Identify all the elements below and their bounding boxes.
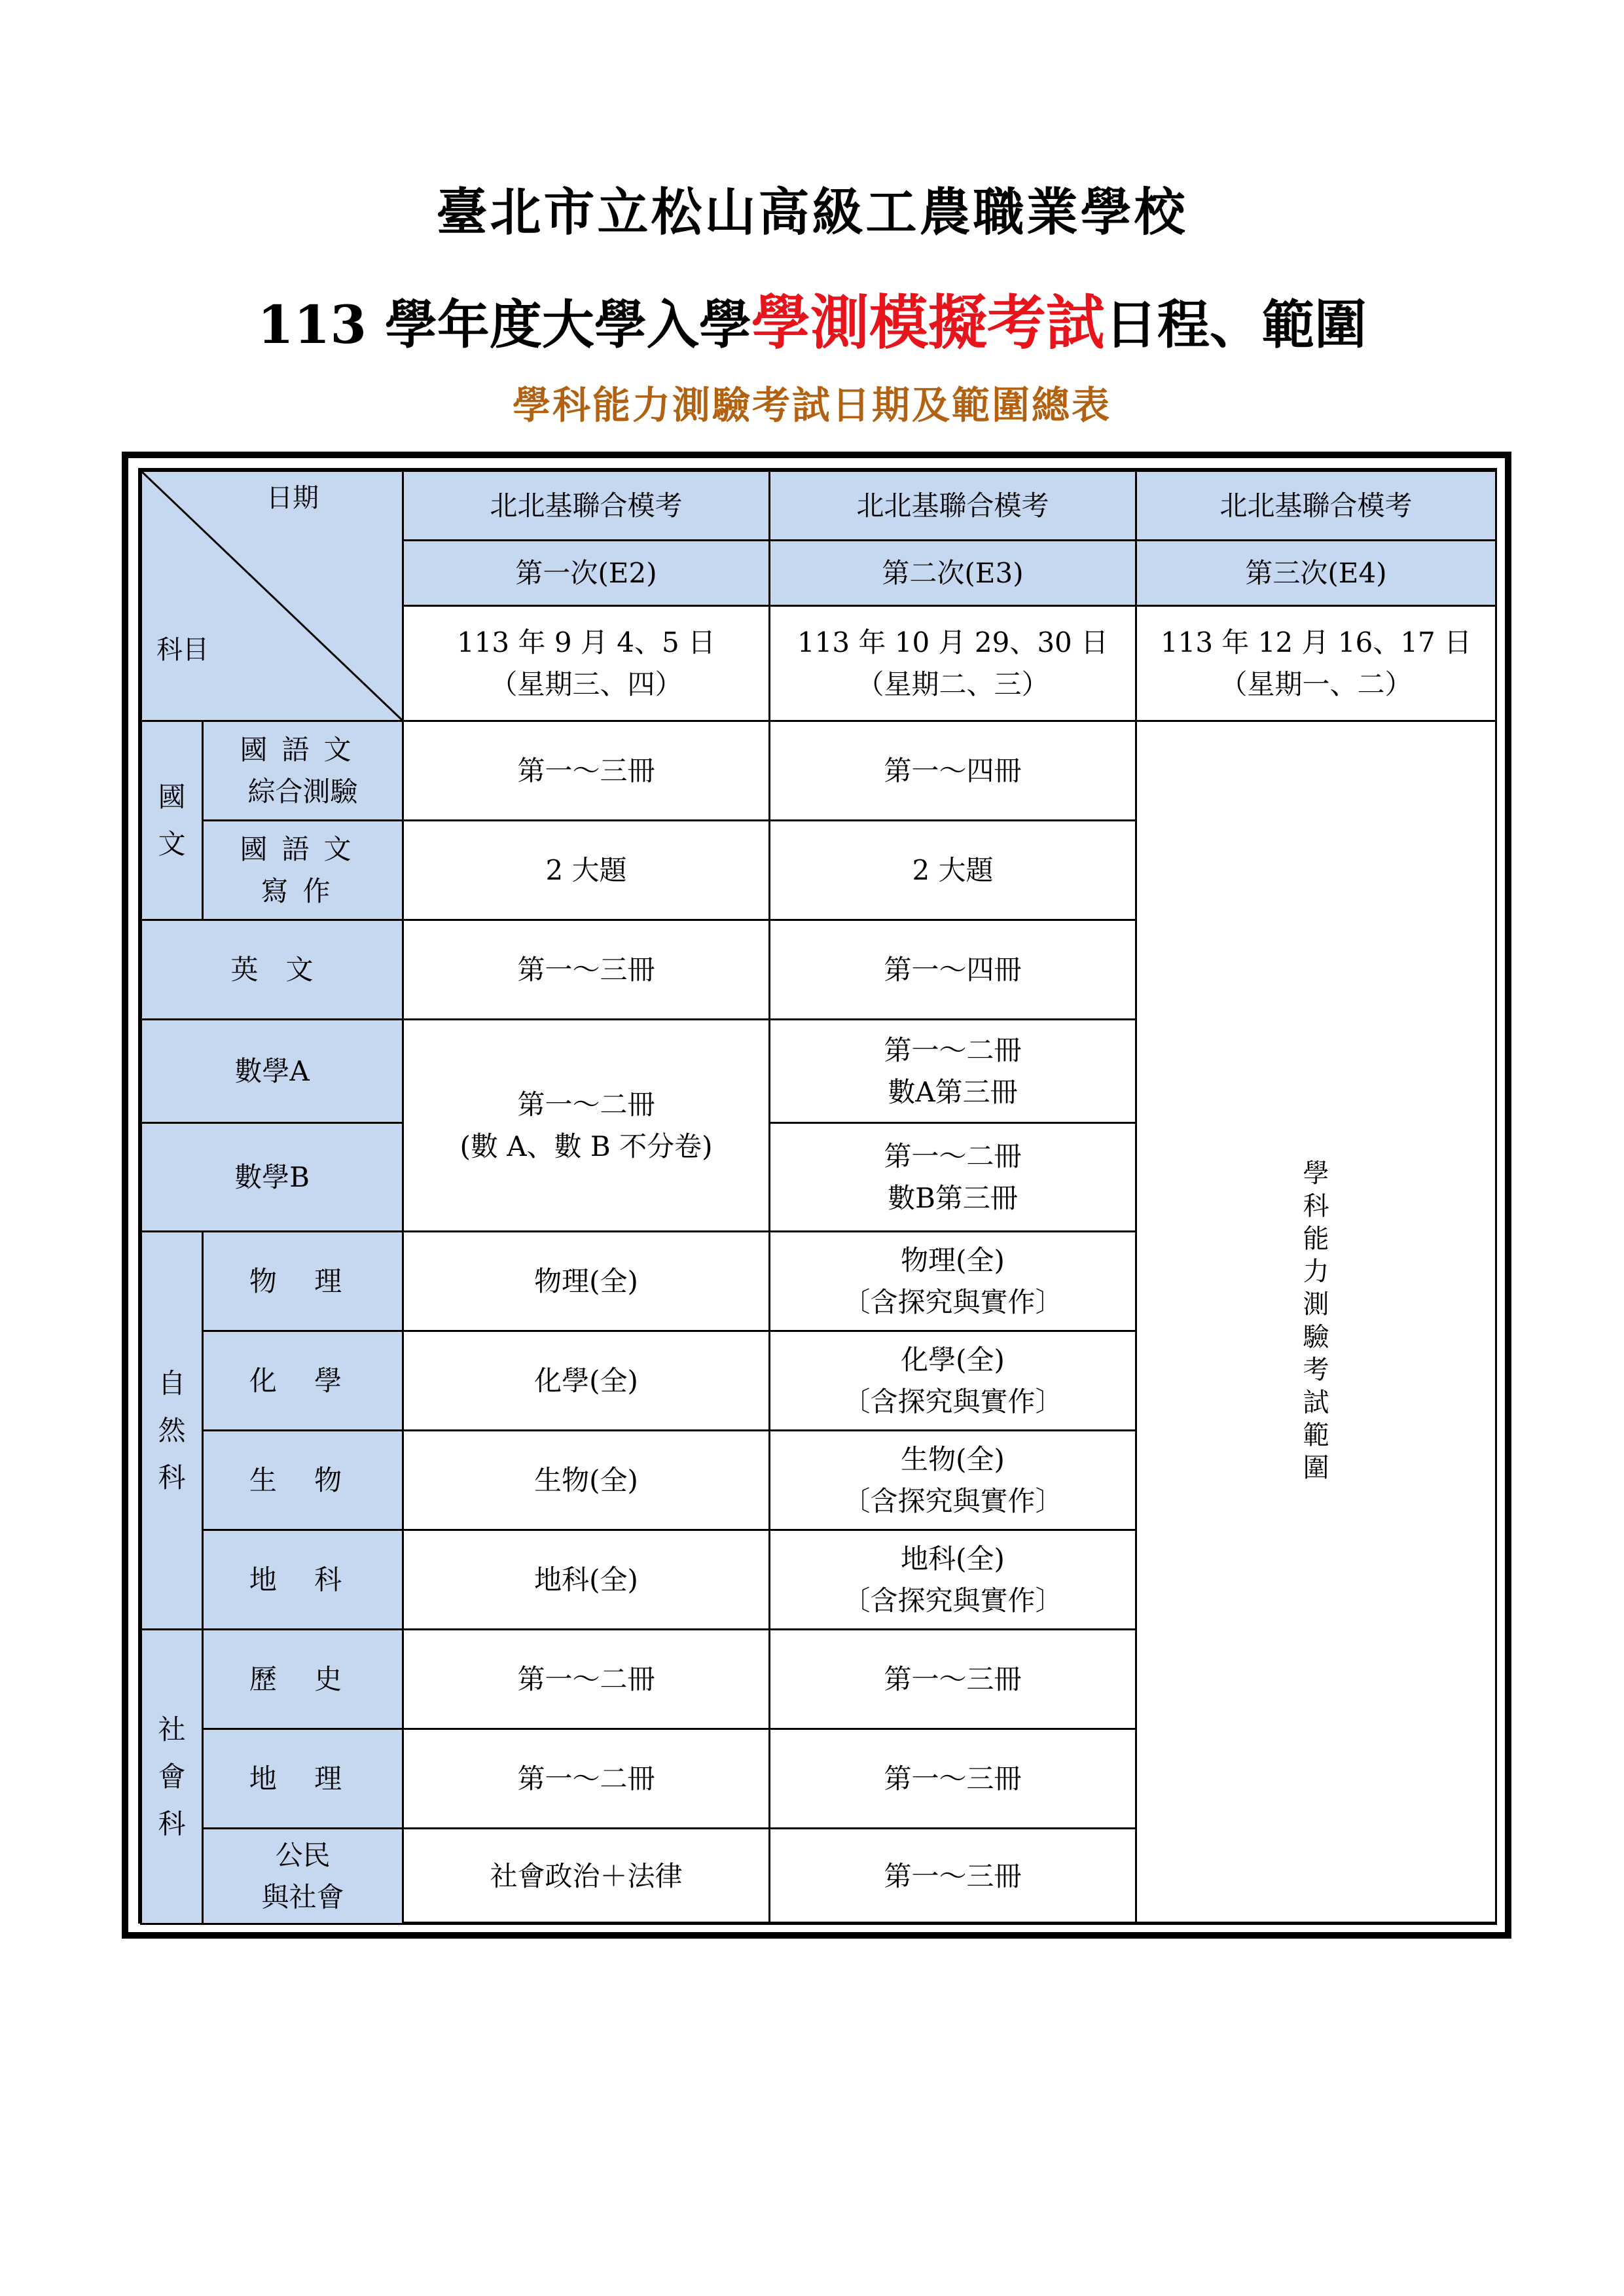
group-chinese-label: 國文 (158, 780, 186, 860)
subject-civics-l1: 公民 (275, 1839, 331, 1871)
subject-chemistry: 化 學 (203, 1331, 403, 1431)
e4-scope-text: 學科能力測驗考試範圍 (1303, 1158, 1329, 1483)
subject-biology: 生 物 (203, 1431, 403, 1530)
math-b-e3-l1: 第一～二冊 (884, 1139, 1022, 1172)
exam-3-round: 第三次(E4) (1136, 541, 1496, 606)
chinese-test-e3: 第一～四冊 (770, 721, 1136, 821)
subject-chinese-test-l2: 綜合測驗 (247, 775, 358, 808)
biology-e3-l2: 〔含探究與實作〕 (842, 1484, 1063, 1517)
english-e2: 第一～三冊 (403, 920, 770, 1020)
physics-e2: 物理(全) (403, 1232, 770, 1331)
biology-e2: 生物(全) (403, 1431, 770, 1530)
subject-math-b: 數學B (141, 1123, 403, 1232)
math-e2-shared (403, 1020, 770, 1232)
math-e2-line1: 第一～二冊 (517, 1088, 655, 1121)
biology-e3-l1: 生物(全) (901, 1443, 1005, 1475)
chemistry-e2: 化學(全) (403, 1331, 770, 1431)
exam-2-name: 北北基聯合模考 (770, 471, 1136, 541)
group-science-label: 自然科 (158, 1367, 186, 1494)
title-suffix: 日程、範圍 (1104, 294, 1367, 355)
subject-earth-science: 地 科 (203, 1530, 403, 1630)
chinese-writing-e2: 2 大題 (403, 821, 770, 920)
subject-civics-l2: 與社會 (261, 1880, 344, 1913)
title-prefix: 113 學年度大學入學 (257, 294, 751, 355)
exam-3-weekday: （星期一、二） (1219, 668, 1413, 700)
group-science (141, 1232, 203, 1630)
geography-e3: 第一～三冊 (770, 1729, 1136, 1829)
math-e2-line2: (數 A、數 B 不分卷) (460, 1130, 713, 1162)
group-social (141, 1630, 203, 1924)
group-chinese (141, 721, 203, 920)
civics-e3: 第一～三冊 (770, 1829, 1136, 1924)
math-a-e3-l2: 數A第三冊 (888, 1075, 1018, 1108)
title-highlight: 學測模擬考試 (751, 288, 1105, 357)
exam-3-date-text: 113 年 12 月 16、17 日 (1160, 626, 1472, 658)
subject-chinese-writing (203, 821, 403, 920)
exam-1-date (403, 606, 770, 721)
exam-2-weekday: （星期二、三） (856, 668, 1049, 700)
subject-chinese-test-l1: 國語文 (240, 733, 366, 766)
math-a-e3 (770, 1020, 1136, 1123)
exam-1-weekday: （星期三、四） (490, 668, 683, 700)
math-a-e3-l1: 第一～二冊 (884, 1033, 1022, 1066)
history-e3: 第一～三冊 (770, 1630, 1136, 1729)
subject-english: 英 文 (141, 920, 403, 1020)
exam-1-date-text: 113 年 9 月 4、5 日 (456, 626, 716, 658)
chemistry-e3-l2: 〔含探究與實作〕 (842, 1385, 1063, 1418)
history-e2: 第一～二冊 (403, 1630, 770, 1729)
chemistry-e3-l1: 化學(全) (901, 1343, 1005, 1376)
subject-math-a: 數學A (141, 1020, 403, 1123)
corner-cell (141, 471, 403, 721)
subject-civics (203, 1829, 403, 1924)
subject-chinese-writing-l2: 寫作 (261, 874, 345, 907)
physics-e3-l1: 物理(全) (901, 1244, 1005, 1276)
subject-chinese-test (203, 721, 403, 821)
earth-science-e3-l2: 〔含探究與實作〕 (842, 1584, 1063, 1617)
earth-science-e2: 地科(全) (403, 1530, 770, 1630)
exam-2-date (770, 606, 1136, 721)
chinese-test-e2: 第一～三冊 (403, 721, 770, 821)
subject-physics: 物 理 (203, 1232, 403, 1331)
physics-e3-l2: 〔含探究與實作〕 (842, 1285, 1063, 1318)
corner-subject-label: 科目 (156, 635, 209, 665)
english-e3: 第一～四冊 (770, 920, 1136, 1020)
exam-1-round: 第一次(E2) (403, 541, 770, 606)
exam-2-round: 第二次(E3) (770, 541, 1136, 606)
exam-3-date (1136, 606, 1496, 721)
math-b-e3-l2: 數B第三冊 (888, 1181, 1018, 1214)
exam-1-name: 北北基聯合模考 (403, 471, 770, 541)
geography-e2: 第一～二冊 (403, 1729, 770, 1829)
e4-scope-cell (1136, 721, 1496, 1924)
chinese-writing-e3: 2 大題 (770, 821, 1136, 920)
table-frame (122, 452, 1511, 1939)
exam-2-date-text: 113 年 10 月 29、30 日 (797, 626, 1109, 658)
physics-e3 (770, 1232, 1136, 1331)
page-title (0, 275, 1624, 360)
earth-science-e3-l1: 地科(全) (901, 1542, 1005, 1575)
math-b-e3 (770, 1123, 1136, 1232)
exam-schedule-table (140, 470, 1497, 1925)
group-social-label: 社會科 (158, 1713, 186, 1840)
subject-history: 歷 史 (203, 1630, 403, 1729)
chemistry-e3 (770, 1331, 1136, 1431)
exam-3-name: 北北基聯合模考 (1136, 471, 1496, 541)
earth-science-e3 (770, 1530, 1136, 1630)
subject-chinese-writing-l1: 國語文 (240, 833, 366, 865)
civics-e2: 社會政治＋法律 (403, 1829, 770, 1924)
page-subtitle: 學科能力測驗考試日期及範圍總表 (512, 383, 1111, 427)
school-name: 臺北市立松山高級工農職業學校 (436, 183, 1188, 242)
table-inner-frame (138, 468, 1497, 1924)
corner-date-label: 日期 (266, 483, 319, 513)
subject-geography: 地 理 (203, 1729, 403, 1829)
biology-e3 (770, 1431, 1136, 1530)
